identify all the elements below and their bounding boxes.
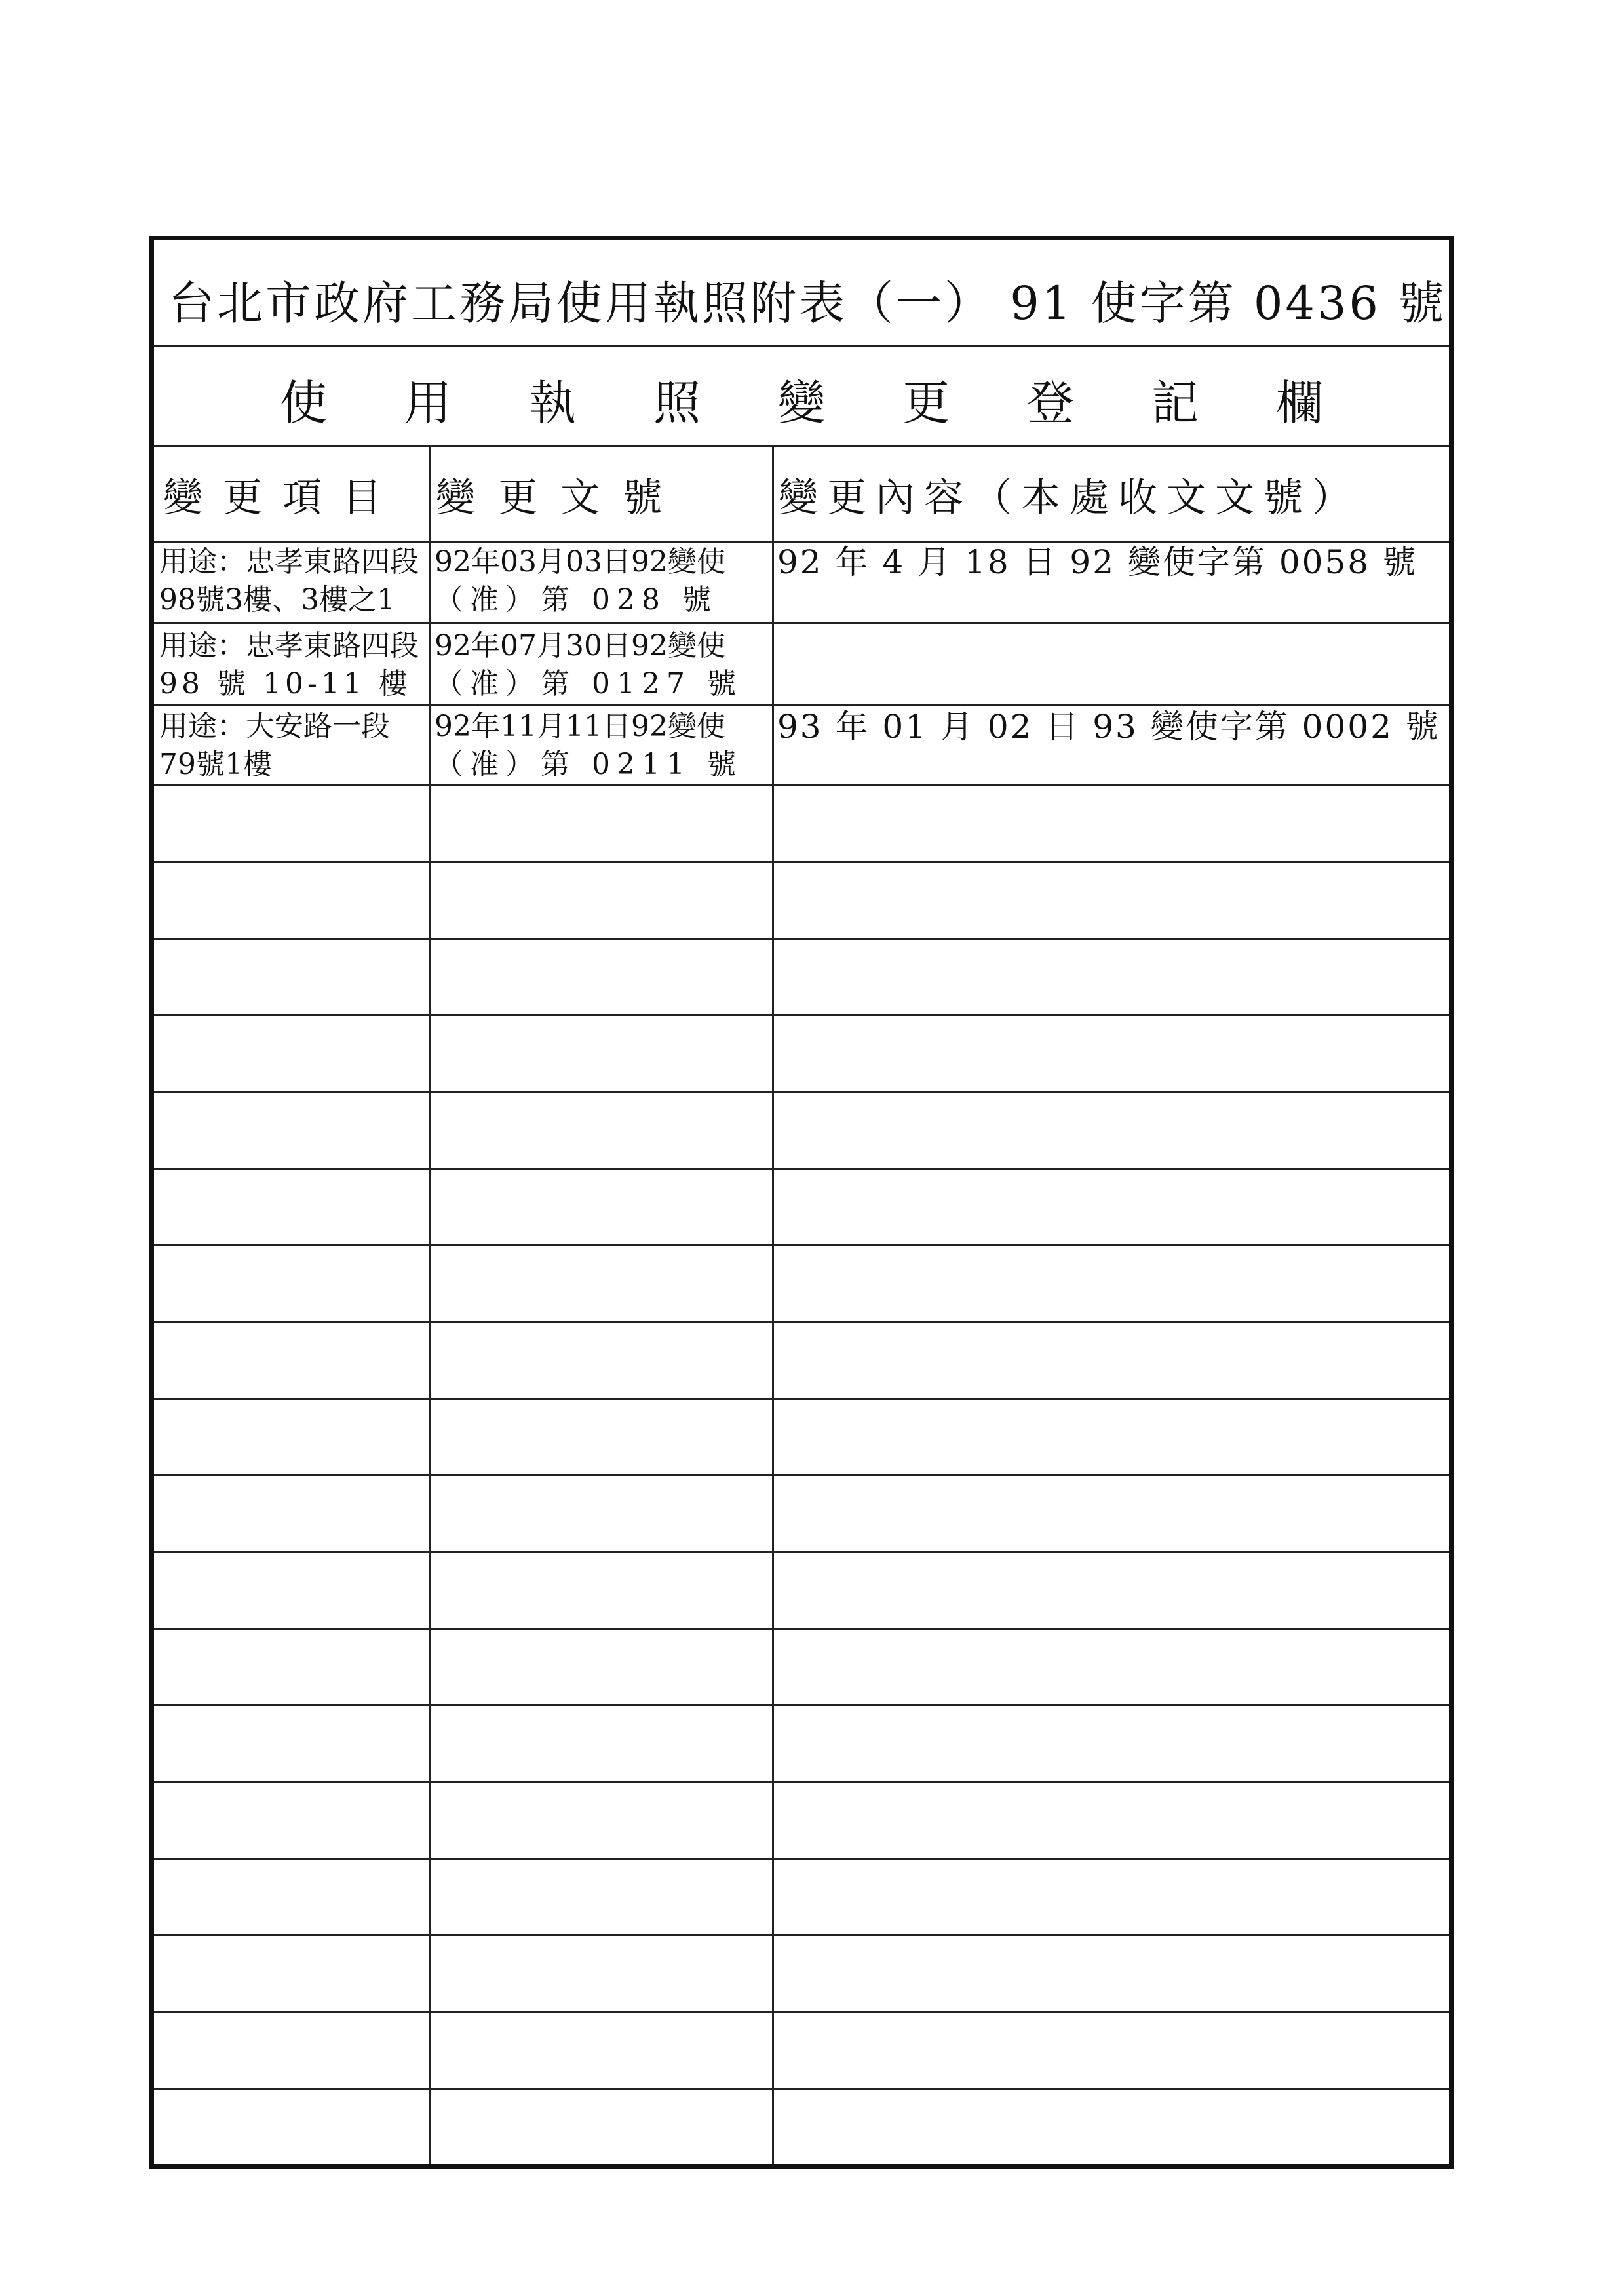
row-1-item-line-2: 98號3樓、3樓之1 (159, 583, 395, 617)
row-3-item (159, 708, 428, 784)
column-divider (429, 445, 431, 2164)
ruled-line (154, 1321, 1449, 1323)
row-3-content: 93 年 01 月 02 日 93 變使字第 0002 號 (777, 708, 1440, 746)
divider (429, 704, 772, 706)
column-divider (772, 445, 774, 2164)
row-3-doc-no (434, 708, 770, 784)
divider (772, 704, 1449, 706)
form-title: 台北市政府工務局使用執照附表（一） 91 使字第 0436 號 (168, 277, 1447, 330)
ruled-line (154, 2088, 1449, 2090)
divider (154, 704, 429, 706)
form-table (149, 236, 1454, 2169)
ruled-line (154, 1168, 1449, 1170)
row-2-doc-no-line-1: 92年07月30日92變使 (434, 629, 725, 662)
divider (429, 622, 772, 624)
row-2-item-line-2: 98 號 10-11 樓 (159, 667, 412, 700)
divider (154, 622, 429, 624)
column-header-doc-no: 變 更 文 號 (436, 475, 668, 521)
ruled-line (154, 1704, 1449, 1706)
divider (154, 445, 1449, 447)
ruled-line (154, 1628, 1449, 1630)
ruled-line (154, 861, 1449, 863)
ruled-line (154, 938, 1449, 940)
divider (154, 541, 1449, 543)
ruled-line (154, 1091, 1449, 1093)
row-1-doc-no-line-2: （准）第 028 號 (434, 583, 718, 617)
ruled-line (154, 1244, 1449, 1246)
row-1-item (159, 543, 428, 619)
ruled-line (154, 1551, 1449, 1553)
row-3-item-line-1: 用途：大安路一段 (159, 710, 390, 743)
divider (154, 345, 1449, 347)
row-2-item-line-1: 用途：忠孝東路四段 (159, 629, 419, 662)
divider (154, 784, 1449, 786)
ruled-line (154, 1474, 1449, 1476)
ruled-line (154, 1858, 1449, 1860)
column-header-content: 變更內容（本處收文文號） (779, 475, 1360, 521)
ruled-line (154, 1781, 1449, 1783)
row-2-doc-no-line-2: （准）第 0127 號 (434, 667, 742, 700)
form-subtitle: 使用執照變更登記欄 (279, 375, 1400, 430)
ruled-line (154, 1398, 1449, 1400)
row-3-doc-no-line-1: 92年11月11日92變使 (434, 710, 725, 743)
row-3-doc-no-line-2: （准）第 0211 號 (434, 748, 742, 781)
row-1-item-line-1: 用途：忠孝東路四段 (159, 545, 419, 579)
divider (772, 622, 1449, 624)
ruled-line (154, 1014, 1449, 1016)
column-header-item: 變 更 項 目 (163, 475, 386, 521)
ruled-line (154, 1934, 1449, 1936)
row-1-doc-no-line-1: 92年03月03日92變使 (434, 545, 725, 579)
row-2-item (159, 627, 428, 703)
row-2-doc-no (434, 627, 770, 703)
row-3-item-line-2: 79號1樓 (159, 748, 272, 781)
ruled-line (154, 2011, 1449, 2013)
row-1-content: 92 年 4 月 18 日 92 變使字第 0058 號 (777, 543, 1418, 581)
row-1-doc-no (434, 543, 770, 619)
